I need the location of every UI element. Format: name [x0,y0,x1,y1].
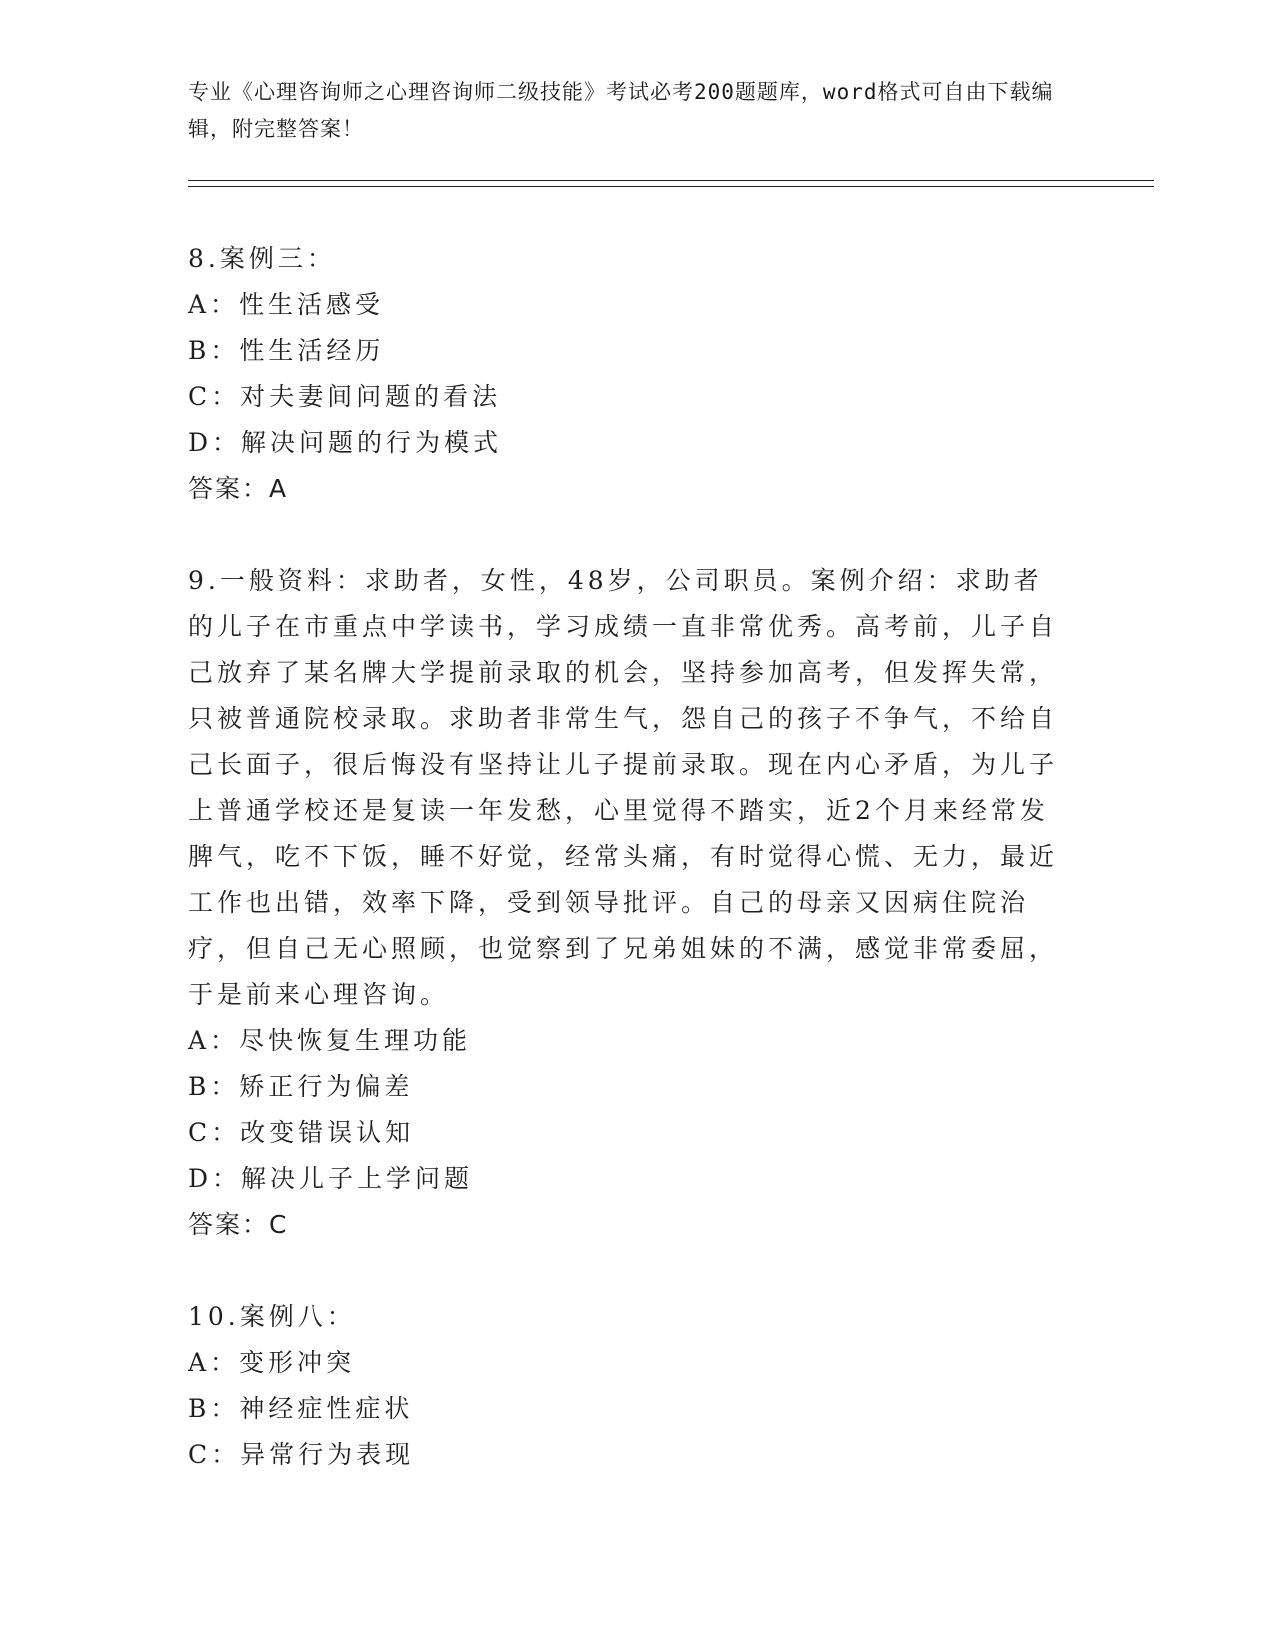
question-text: 8.案例三： [188,244,336,273]
option-a: A：变形冲突 [188,1348,356,1377]
option-a: A：尽快恢复生理功能 [188,1026,472,1055]
answer-text: 答案：C [188,1210,289,1239]
question-8 [188,236,1068,512]
document-header [188,74,1068,148]
header-divider-top [188,180,1154,181]
option-b: B：矫正行为偏差 [188,1072,414,1101]
answer-text: 答案：A [188,474,289,503]
question-spacer [188,1248,1068,1294]
option-c: C：对夫妻间问题的看法 [188,382,502,411]
question-text: 10.案例八： [188,1302,356,1331]
question-spacer [188,512,1068,558]
question-list [188,236,1068,1478]
option-b: B：神经症性症状 [188,1394,414,1423]
header-title: 专业《心理咨询师之心理咨询师二级技能》考试必考200题题库，word格式可自由下载编辑，附完整答案！ [188,80,1054,141]
question-text: 9.一般资料：求助者，女性，48岁，公司职员。案例介绍：求助者的儿子在市重点中学读书，学习成绩一直非常优秀。高考前，儿子自己放弃了某名牌大学提前录取的机会，坚持参加高考，但发挥失常，只被普通院校录取。求助者非常生气，怨自己的孩子不争气，不给自己长面子，很后悔没有坚持让儿子提前录取。现在内心矛盾，为儿子上普通学校还是复读一年发愁，心里觉得不踏实，近2个月来经常发脾气，吃不下饭，睡不好觉，经常头痛，有时觉得心慌、无力，最近工作也出错，效率下降，受到领导批评。自己的母亲又因病住院治疗，但自己无心照顾，也觉察到了兄弟姐妹的不满，感觉非常委屈，于是前来心理咨询。 [188,566,1059,1009]
option-b: B：性生活经历 [188,336,385,365]
option-c: C：改变错误认知 [188,1118,415,1147]
option-a: A：性生活感受 [188,290,385,319]
option-d: D：解决儿子上学问题 [188,1164,474,1193]
question-10 [188,1294,1068,1478]
question-9 [188,558,1068,1248]
option-d: D：解决问题的行为模式 [188,428,503,457]
option-c: C：异常行为表现 [188,1440,415,1469]
header-divider-bottom [188,186,1154,187]
